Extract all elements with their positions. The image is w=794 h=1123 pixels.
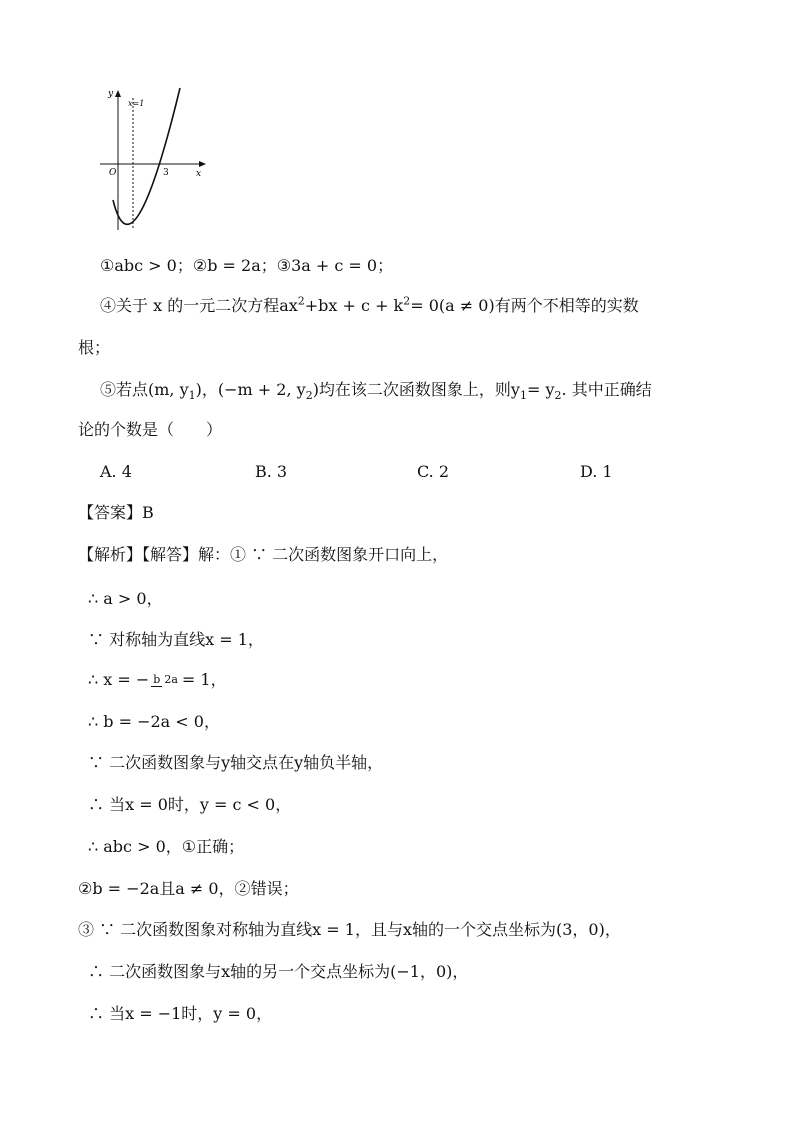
analysis-line-6 xyxy=(0,753,794,773)
statement-text: ④关于 x 的一元二次方程ax xyxy=(100,296,298,315)
fraction xyxy=(151,674,180,687)
analysis-line-10 xyxy=(0,920,794,940)
parabola-curve xyxy=(113,88,180,224)
analysis-line-2 xyxy=(0,589,794,609)
analysis-text: ∴ x = − xyxy=(88,670,150,689)
root-label: 3 xyxy=(163,168,169,178)
statement-5 xyxy=(0,380,794,403)
superscript: 2 xyxy=(297,294,305,308)
analysis-text: = 1， xyxy=(181,670,227,689)
subscript: 2 xyxy=(554,389,562,403)
analysis-text: ∴ abc > 0，①正确； xyxy=(88,837,245,856)
statement-text: +bx + c + k xyxy=(304,296,404,315)
analysis-line-11 xyxy=(0,962,794,982)
statement-text: 根； xyxy=(78,338,111,357)
parabola-graph xyxy=(96,82,216,234)
analysis-text: ∴ 二次函数图象与x轴的另一个交点坐标为(−1，0)， xyxy=(88,962,469,981)
analysis-line-9 xyxy=(0,879,794,899)
statement-5-cont xyxy=(0,420,794,440)
x-axis-arrow xyxy=(199,161,206,167)
statement-4 xyxy=(0,296,794,316)
analysis-text: ∵ 二次函数图象与y轴交点在y轴负半轴， xyxy=(88,753,384,772)
analysis-text: ②b = −2a且a ≠ 0，②错误； xyxy=(78,879,299,898)
statement-text: = 0(a ≠ 0)有两个不相等的实数 xyxy=(410,296,639,315)
statement-text: )，(−m + 2, y xyxy=(195,380,306,399)
analysis-line-1 xyxy=(0,545,794,565)
statement-4-cont xyxy=(0,338,794,358)
answer-text: 【答案】B xyxy=(78,503,154,522)
analysis-text: ∴ 当x = 0时，y = c < 0， xyxy=(88,795,292,814)
analysis-line-7 xyxy=(0,795,794,815)
analysis-line-12 xyxy=(0,1004,794,1024)
x-axis-label: x xyxy=(196,169,202,179)
fraction-denominator: 2a xyxy=(164,673,178,686)
y-axis-arrow xyxy=(115,90,121,97)
statement-text: ①abc > 0；②b = 2a；③3a + c = 0； xyxy=(100,256,394,275)
origin-label: O xyxy=(109,168,117,178)
option-d: D. 1 xyxy=(580,462,613,481)
analysis-text: ∵ 对称轴为直线x = 1， xyxy=(88,630,264,649)
statement-text: = y xyxy=(526,380,555,399)
subscript: 2 xyxy=(305,389,313,403)
analysis-line-4 xyxy=(0,670,794,690)
analysis-line-5 xyxy=(0,712,794,732)
option-b: B. 3 xyxy=(255,462,288,481)
analysis-line-8 xyxy=(0,837,794,857)
statement-text: 论的个数是（ ） xyxy=(78,420,223,439)
superscript: 2 xyxy=(403,294,411,308)
option-a: A. 4 xyxy=(100,462,132,481)
statements-1-3 xyxy=(0,256,794,276)
analysis-text: ③ ∵ 二次函数图象对称轴为直线x = 1，且与x轴的一个交点坐标为(3，0)， xyxy=(78,920,621,939)
analysis-text: ∴ 当x = −1时，y = 0， xyxy=(88,1004,273,1023)
analysis-line-3 xyxy=(0,630,794,650)
statement-text: )均在该二次函数图象上，则y xyxy=(312,380,520,399)
subscript: 1 xyxy=(519,389,527,403)
option-c: C. 2 xyxy=(417,462,450,481)
analysis-text: ∴ a > 0， xyxy=(88,589,163,608)
symmetry-axis-label: x=1 xyxy=(128,99,145,108)
analysis-text: 【解析】【解答】解：① ∵ 二次函数图象开口向上， xyxy=(78,545,449,564)
statement-text: . 其中正确结 xyxy=(561,380,652,399)
statement-text: ⑤若点(m, y xyxy=(100,380,189,399)
answer-line xyxy=(0,503,794,523)
fraction-numerator: b xyxy=(153,673,161,686)
analysis-text: ∴ b = −2a < 0， xyxy=(88,712,220,731)
y-axis-label: y xyxy=(108,89,114,99)
subscript: 1 xyxy=(188,389,196,403)
